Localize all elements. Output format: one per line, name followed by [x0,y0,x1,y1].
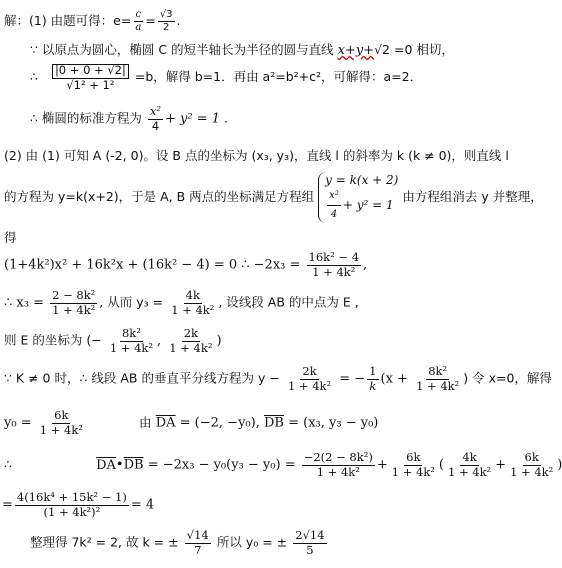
midpoint-coordinates: 则 E 的坐标为 (− $\frac{\text{8k²}}{\text{1 + 4k²}}$ , $\frac{2k}{\text{1 + 4k²}}$ ) [4,326,222,355]
ellipse-standard-equation: ∴ 椭圆的标准方程为 $\frac{\text{x²}}{4}$ + y² = 1 . [30,104,229,133]
tangent-end: =0 相切， [393,42,454,57]
dot-product-result: = $\frac{\text{4(16k⁴ + 15k² − 1)}}{\text{(1 + 4k²)²}}$ = 4 [2,490,155,519]
solve-b: =b，解得 b=1．再由 a²=b²+c²，可解得：a=2． [134,69,423,84]
final-answer: 整理得 7k² = 2, 故 k = ± $\frac{√14}{7}$ 所以 y₀ = ± $\frac{2√14}{5}$ [30,528,325,557]
system-of-equations: 的方程为 y=k(x+2)，于是 A, B 两点的坐标满足方程组 y = k(x + 2) $\frac{\text{x²}}{4}$ + y² = 1 由方程组消去 y 并整理， [4,172,543,223]
quadratic-equation: (1+4k²)x² + 16k²x + (16k² − 4) = 0 ∴ −2x₃ = $\frac{\text{16k² − 4}}{\text{1 + 4k²}}$ , [4,250,368,279]
tangent-text: ∵ 以原点为圆心，椭圆 C 的短半轴长为半径的圆与直线 [30,42,334,57]
line-expression: x+y+ [337,43,375,58]
perpendicular-bisector: ∵ K ≠ 0 时，∴ 线段 AB 的垂直平分线方程为 y − $\frac{2k}{\text{1 + 4k²}}$ = − $\frac{1}{k}$ (x + $\frac{\text{8k²}}{\text{1 + 4k²}}$ ) 令 x=0，解得 [4,364,552,393]
solution-intro: 解：(1) 由题可得：e= $\frac{c}{a}$ = $\frac{√3}{2}$ . [4,9,181,33]
equation-system: y = k(x + 2) $\frac{\text{x²}}{4}$ + y² = 1 [318,172,398,223]
intro-text: 解：(1) 由题可得：e= [4,13,132,28]
y0-and-vectors: y₀ = $\frac{6k}{\text{1 + 4k²}}$ 由 $\overline{DA} = (-2$, −y₀), $\overline{DB} = (x_3$, y₃ − y₀) [4,408,379,437]
eccentricity-value: $\frac{√3}{2}$ [159,9,173,33]
vector-DA: $\overline{DA}$ [155,415,176,431]
part2-intro: (2) 由 (1) 可知 A (-2, 0)。设 B 点的坐标为 (x₃, y₃)，直线 l 的斜率为 k (k ≠ 0)，则直线 l [4,148,509,163]
distance-formula: ∴ $\frac{|0 + 0 + √2|}{\text{√1² + 1²}}$ =b，解得 b=1．再由 a²=b²+c²，可解得：a=2． [30,63,423,92]
vector-DB: $\overline{DB}$ [263,415,284,431]
dot-product: ∴ $\overline{DA}•\overline{DB} = -2x_3 - y_0(y_3 - y_0)$ = $\frac{\text{−2(2 − 8k²)}}{\text{1 + 4k²}}$ + $\frac{6k}{\text{1 + 4k²}}$ ( $\frac{4k}{\text{1 + 4k²}}$ + $\frac{6k}{\text{1 + 4k²}}$ ) [4,450,562,479]
distance-fraction: $\frac{|0 + 0 + √2|}{\text{√1² + 1²}}$ [52,64,129,91]
sqrt2: √2 [374,42,390,57]
tangent-condition [30,44,454,57]
eccentricity-c-over-a: $\frac{c}{a}$ [135,9,142,33]
x3-y3-values: ∴ x₃ = $\frac{\text{2 − 8k²}}{\text{1 + 4k²}}$ , 从而 y₃ = $\frac{4k}{\text{1 + 4k²}}$ , 设线段 AB 的中点为 E , [4,288,359,317]
de: 得 [4,230,17,245]
